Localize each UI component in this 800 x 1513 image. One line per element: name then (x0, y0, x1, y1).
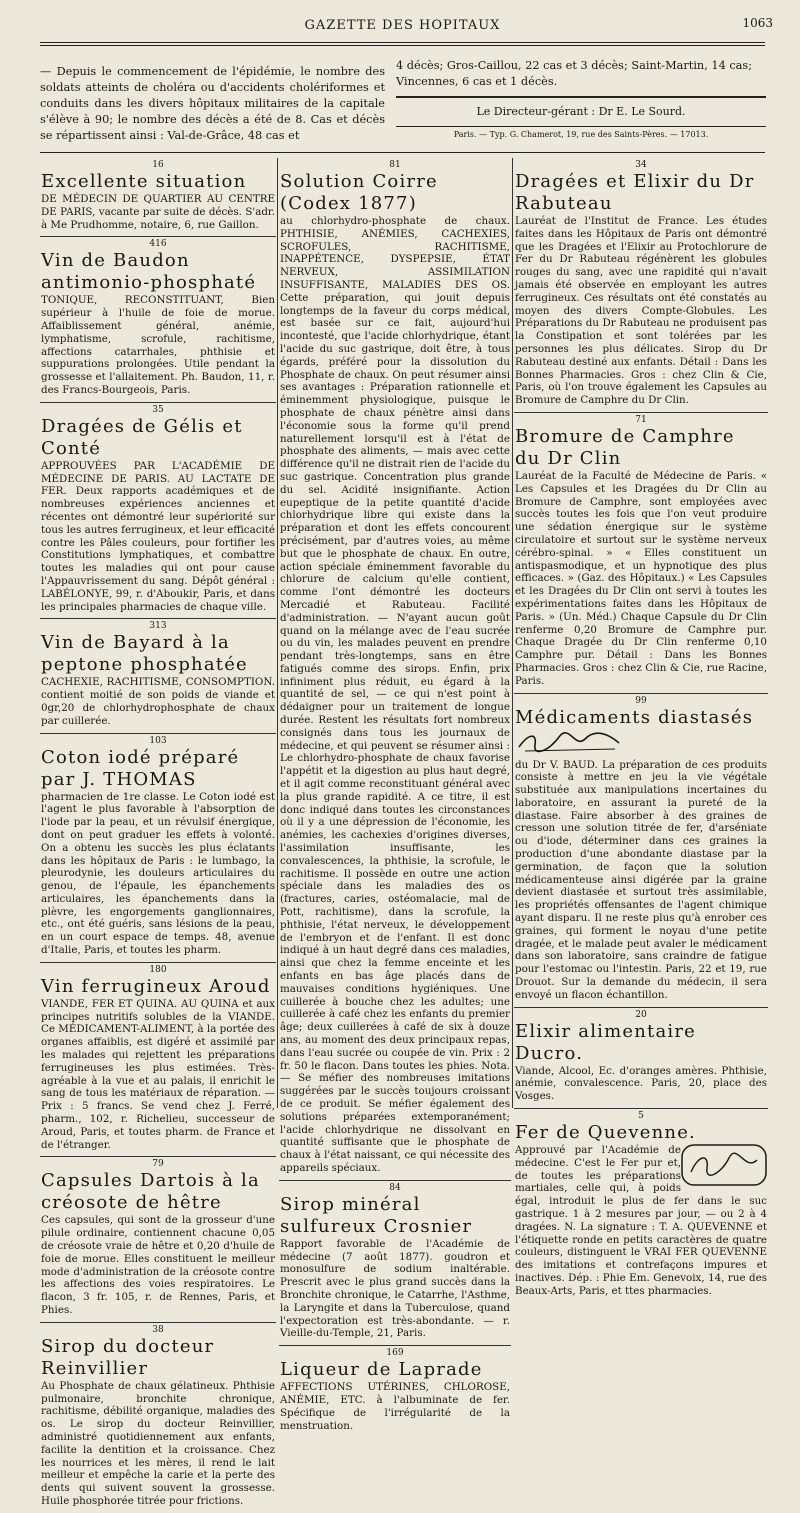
ad-number: 38 (152, 1324, 164, 1335)
ad-medecin-quartier (40, 158, 276, 237)
ad-body: DE MÉDECIN DE QUARTIER AU CENTRE DE PARIS, vacante par suite de décès. S'adr. à Me Prudhomme, notaire, 6, rue Gaillon. (41, 193, 275, 231)
ad-number: 169 (386, 1348, 404, 1359)
ad-headline: Médicaments diastasés (515, 706, 754, 728)
ad-capsules-dartois (40, 1157, 276, 1322)
ad-body: VIANDE, FER ET QUINA. AU QUINA et aux principes nutritifs solubles de la VIANDE. Ce MÉDICAMENT-ALIMENT, à la portée des organes affaiblis, est digéré et assimilé par les malades qui rejettent les préparations ferrugineuses les plus estimées. Très-agréable à la vue et au palais, il enrichit le sang de tous les matériaux de réparation. — Prix : 5 francs. Se vend chez J. Ferré, pharm., 102, r. Richelieu, successeur de Aroud, Paris, et toutes pharm. de France et de l'étranger. (41, 997, 275, 1151)
ad-number: 35 (152, 404, 164, 415)
ads-column-3 (514, 158, 768, 1297)
ad-headline: Vin ferrugineux Aroud (41, 975, 271, 997)
ad-dragees-gelis (40, 403, 276, 620)
page-header (40, 10, 773, 38)
ads-column-1 (40, 158, 276, 1507)
ad-body: TONIQUE, RECONSTITUANT, Bien supérieur à l'huile de foie de morue. Affaiblissement général, anémie, lymphatisme, scrofule, rachitisme, affections catarrhales, phthisie et suppurations prolongées. Utile pendant la grossesse et l'allaitement. Ph. Baudon, 11, r. des Francs-Bourgeois, Paris. (41, 294, 275, 396)
signature-image (515, 729, 625, 755)
ad-number: 84 (389, 1182, 401, 1193)
ad-headline: Dragées et Elixir du Dr Rabuteau (515, 171, 755, 214)
ad-number: 34 (635, 160, 647, 170)
ads-column-2 (279, 158, 511, 1432)
ad-headline: Sirop minéral sulfureux Crosnier (280, 1193, 473, 1237)
ad-sirop-reinvillier (40, 1323, 276, 1513)
ad-body: Viande, Alcool, Ec. d'oranges amères. Phthisie, anémie, convalescence. Paris, 20, place des Vosges. (515, 1064, 767, 1103)
ad-medicaments-diastases (514, 694, 768, 1008)
ad-number: 99 (635, 695, 647, 706)
ad-number: 16 (152, 160, 164, 170)
ad-headline: Vin de Bayard à la peptone phosphatée (41, 632, 248, 676)
ad-body: Rapport favorable de l'Académie de médecine (7 août 1877). goudron et monosulfure de sodium inaltérable. Prescrit avec le plus grand succès dans la Bronchite chronique, le Catarrhe, l'Asthme, la Laryngite et dans la Tuberculose, quand l'expectoration est très-abondante. — r. Vieille-du-Temple, 21, Paris. (280, 1237, 510, 1340)
ad-number: 103 (149, 735, 167, 746)
ad-headline: Liqueur de Laprade (280, 1359, 483, 1381)
ad-vin-baudon (40, 237, 276, 402)
cholera-report-right: 4 décès; Gros-Caillou, 22 cas et 3 décès; Saint-Martin, 14 cas; Vincennes, 6 cas et 1 décès. (396, 59, 753, 88)
ad-body: CACHEXIE, RACHITISME, CONSOMPTION. contient moitié de son poids de viande et 0gr,20 de chlorhydrophosphate de chaux par cuillerée. (41, 676, 275, 727)
ad-number: 81 (389, 160, 401, 170)
ad-headline: Solution Coirre (Codex 1877) (280, 171, 438, 214)
ad-liqueur-laprade (279, 1346, 511, 1437)
ad-headline: Elixir alimentaire Ducro. (515, 1020, 697, 1064)
ad-headline: Bromure de Camphre du Dr Clin (515, 425, 735, 469)
column-divider-1 (277, 158, 278, 1108)
ad-vin-bayard (40, 619, 276, 733)
ad-headline: Fer de Quevenne. (515, 1122, 696, 1144)
ad-body: Ces capsules, qui sont de la grosseur d'une pilule ordinaire, contiennent chacune 0,05 de créosote vraie de hêtre et 0,20 d'huile de foie de morue. Elles constituent le meilleur mode d'administration de la créosote contre les affections des voies respiratoires. Le flacon, 3 fr. 105, r. de Rennes, Paris, et Phies. (41, 1214, 275, 1317)
ad-body: au chlorhydro-phosphate de chaux. PHTHISIE, ANÉMIES, CACHEXIES, SCROFULES, RACHITISME, INAPPÉTENCE, DYSPEPSIE, ÉTAT NERVEUX, ASSIMILATION INSUFFISANTE, MALADIES DES OS. Cette préparation, qui jouit depuis longtemps de la faveur du corps médical, est basée sur ce fait, aujourd'hui incontesté, que l'acide chlorhydrique, étant l'acide du suc gastrique, doit être, à tous égards, préféré pour la dissolution du Phosphate de chaux. On peut résumer ainsi ses avantages : Préparation rationnelle et éminemment physiologique, puisque le phosphate de chaux pénètre ainsi dans l'économie sous la forme qu'il prend naturellement lorsqu'il est à l'état de phosphate des aliments, — mais avec cette différence qu'il ne distrait rien de l'acide du suc gastrique. Concentration plus grande du sel. Acidité insignifiante. Action eupeptique de la petite quantité d'acide chlorhydrique libre qui existe dans la préparation et dont les effets concourent précisément, par d'autres voies, au même but que le phosphate de chaux. En outre, action spéciale éminemment favorable du chlorure de calcium qu'elle contient, comme l'ont démontré les docteurs Mercadié et Rabuteau. Facilité d'administration. — N'ayant aucun goût quand on la mélange avec de l'eau sucrée ou du vin, les malades peuvent en prendre pendant très-longtemps, sans en être fatigués comme des sirops. Enfin, prix infiniment plus réduit, eu égard à la quantité de sel, — ce qui n'est point à dédaigner pour un traitement de longue durée. Restent les résultats fort nombreux consignés dans tous les journaux de médecine, et qui peuvent se résumer ainsi : Le chlorhydro-phosphate de chaux favorise l'appétit et la digestion au plus haut degré, et il agit comme reconstituant général avec la plus grande rapidité. A ce titre, il est donc indiqué dans toutes les circonstances où il y a une dépression de l'économie, les anémies, les cachexies d'origines diverses, l'assimilation insuffisante, les convalescences, la phthisie, la scrofule, le rachitisme. Il possède en outre une action spéciale dans les maladies des os (fractures, caries, ostéomalacie, mal de Pott, rachitisme), dans la scrofule, la phthisie, l'état nerveux, le développement de l'embryon et de l'enfant. Il est donc indiqué à un haut degré dans ces maladies, ainsi que chez la femme enceinte et les enfants en bas âge placés dans de mauvaises conditions hygiéniques. Une cuillerée à bouche chez les adultes; une cuillerée à café chez les enfants du premier âge; deux cuillerées à café de six à douze ans, au moment des deux principaux repas, dans l'eau sucrée ou coupée de vin. Prix : 2 fr. 50 le flacon. Dans toutes les phies. Nota. — Se méfier des nombreuses imitations suggérées par le succès toujours croissant de ce produit. Se méfier également des solutions préparées extemporanément; l'acide chlorhydrique ne dissolvant en quantité suffisante que le phosphate de chaux à l'état naissant, ce qui nécessite des appareils spéciaux. (280, 215, 510, 1174)
ad-vin-aroud (40, 963, 276, 1158)
ad-number: 79 (152, 1159, 164, 1170)
ad-headline: Coton iodé préparé par J. THOMAS (41, 746, 240, 790)
ads-top-rule (40, 152, 765, 153)
ad-headline: Capsules Dartois à la créosote de hêtre (41, 1170, 260, 1214)
ad-solution-coirre (279, 158, 511, 1181)
ad-body: pharmacien de 1re classe. Le Coton iodé est l'agent le plus favorable à l'absorption de l'iode par la peau, et un révulsif énergique, dont on peut graduer les effets à volonté. On a obtenu les succès les plus éclatants dans les hôpitaux de Paris : le lumbago, la pleurodynie, les douleurs articulaires du genou, de l'épaule, les épanchements articulaires, les épanchements dans la plèvre, les engorgements ganglionnaires, etc., ont été guéris, sans lésions de la peau, en un court espace de temps. 48, avenue d'Italie, Paris, et toutes les pharm. (41, 790, 275, 957)
header-rule (40, 42, 765, 43)
ad-sirop-crosnier (279, 1181, 511, 1346)
ad-number: 20 (635, 1009, 647, 1020)
ad-rabuteau (514, 158, 768, 413)
ad-number: 5 (638, 1111, 644, 1122)
ad-headline: Vin de Baudon antimonio-phosphaté (41, 250, 257, 294)
ad-number: 71 (635, 414, 647, 425)
ad-body: AFFECTIONS UTÉRINES, CHLOROSE, ANÉMIE, ETC. à l'albuminate de fer. Spécifique de l'irrégularité de la menstruation. (280, 1381, 510, 1432)
journal-title: GAZETTE DES HOPITAUX (304, 18, 501, 33)
ad-body: du Dr V. BAUD. La préparation de ces produits consiste à mettre en jeu la vie végétale substituée aux manipulations incertaines du laboratoire, en assurant la pureté de la diastase. Faire absorber à des graines de cresson une solution titrée de fer, d'arséniate ou d'iode, déterminer dans ces graines la production d'une abondante diastase par la germination, de façon que la solution médicamenteuse ainsi digérée par la graine devient diastasée et surtout très assimilable, les propriétés offensantes de l'agent chimique ayant disparu. Il ne reste plus qu'à enrober ces graines, qui forment le noyau d'une petite dragée, et le malade peut avaler le médicament dans son laboratoire, sans craindre de fatigue pour l'estomac ou l'intestin. Paris, 22 et 19, rue Drouot. Sur la demande du médecin, il sera envoyé un flacon échantillon. (515, 758, 767, 1001)
ad-headline: Dragées de Gélis et Conté (41, 415, 243, 459)
printer-line: Paris. — Typ. G. Chamerot, 19, rue des Saints-Pères. — 17013. (453, 130, 709, 139)
ad-fer-quevenne (514, 1109, 768, 1303)
cholera-report-left: — Depuis le commencement de l'épidémie, le nombre des soldats atteints de choléra ou d'accidents cholériformes et conduits dans les divers hôpitaux militaires de la capitale s'élève à 90; le nombre des décès a été de 8. Cas et décès se répartissent ainsi : Val-de-Grâce, 48 cas et (40, 65, 385, 142)
quevenne-signature-stamp (681, 1144, 767, 1186)
ad-number: 416 (149, 239, 167, 250)
ad-body: Approuvé par l'Académie de médecine. C'est le Fer pur et, de toutes les préparations martiales, celle qui, à poids égal, introduit le plus de fer dans le suc gastrique. 1 à 2 mesures par jour, — ou 2 à 4 dragées. N. La signature : T. A. QUEVENNE et l'étiquette ronde en petits caractères de quatre couleurs, distinguent le VRAI FER QUEVENNE des imitations et contrefaçons impures et inactives. Dép. : Phie Em. Genevoix, 14, rue des Beaux-Arts, Paris, et ttes pharmacies. (515, 1144, 767, 1297)
ad-headline: Sirop du docteur Reinvillier (41, 1335, 215, 1379)
ad-body: Au Phosphate de chaux gélatineux. Phthisie pulmonaire, bronchite chronique, rachitisme, débilité organique, maladies des os. Le sirop du docteur Reinvillier, administré quotidiennement aux enfants, facilite la dentition et la croissance. Chez les nourrices et les mères, il rend le lait meilleur et empêche la carie et la perte des dents qui suivent souvent la grossesse. Huile phosphorée titrée pour frictions. (41, 1379, 275, 1507)
ad-body: Lauréat de l'Institut de France. Les études faites dans les Hôpitaux de Paris ont démontré que les Dragées et l'Elixir au Protochlorure de Fer du Dr Rabuteau régénèrent les globules rouges du sang, avec une rapidité qui n'avait jamais été observée en employant les autres ferrugineux. Ces résultats ont été constatés au moyen des divers Compte-Globules. Les Préparations du Dr Rabuteau ne produisent pas la Constipation et sont tolérées par les personnes les plus délicates. Sirop du Dr Rabuteau destiné aux enfants. Détail : Dans les Bonnes Pharmacies. Gros : chez Clin & Cie, Paris, où l'on trouve également les Capsules au Bromure de Camphre du Dr Clin. (515, 215, 767, 407)
ad-body: APPROUVÉES PAR L'ACADÉMIE DE MÉDECINE DE PARIS. AU LACTATE DE FER. Deux rapports académiques et de nombreuses expériences anciennes et récentes ont démontré leur supériorité sur tous les autres ferrugineux, et leur efficacité contre les Pâles couleurs, pour fortifier les Constitutions lymphatiques, et combattre toutes les maladies qui ont pour cause l'Appauvrissement du sang. Dépôt général : LABÉLONYE, 99, r. d'Aboukir, Paris, et dans les principales pharmacies de chaque ville. (41, 459, 275, 613)
ad-elixir-ducro (514, 1008, 768, 1109)
director-line: Le Directeur-gérant : Dr E. Le Sourd. (396, 96, 766, 127)
ad-headline: Excellente situation (41, 171, 247, 192)
ad-coton-iode (40, 734, 276, 963)
baud-signature (515, 729, 767, 759)
ad-bromure-camphre (514, 413, 768, 694)
column-divider-2 (512, 158, 513, 1108)
header-rule-2 (40, 45, 765, 46)
ad-number: 180 (149, 964, 167, 975)
ad-number: 313 (149, 621, 167, 632)
ad-body: Lauréat de la Faculté de Médecine de Paris. « Les Capsules et les Dragées du Dr Clin au Bromure de Camphre, sont employées avec succès toutes les fois que l'on veut produire une sédation énergique sur le système circulatoire et surtout sur le système nerveux cérébro-spinal. » « Elles constituent un antispasmodique, et un hypnotique des plus efficaces. » (Gaz. des Hôpitaux.) « Les Capsules et les Dragées du Dr Clin ont servi à toutes les expérimentations faites dans les Hôpitaux de Paris. » (Un. Méd.) Chaque Capsule du Dr Clin renferme 0,20 Bromure de Camphre pur. Chaque Dragée du Dr Clin renferme 0,10 Camphre pur. Détail : Dans les Bonnes Pharmacies. Gros : chez Clin & Cie, rue Racine, Paris. (515, 469, 767, 687)
page-number: 1063 (742, 16, 773, 30)
